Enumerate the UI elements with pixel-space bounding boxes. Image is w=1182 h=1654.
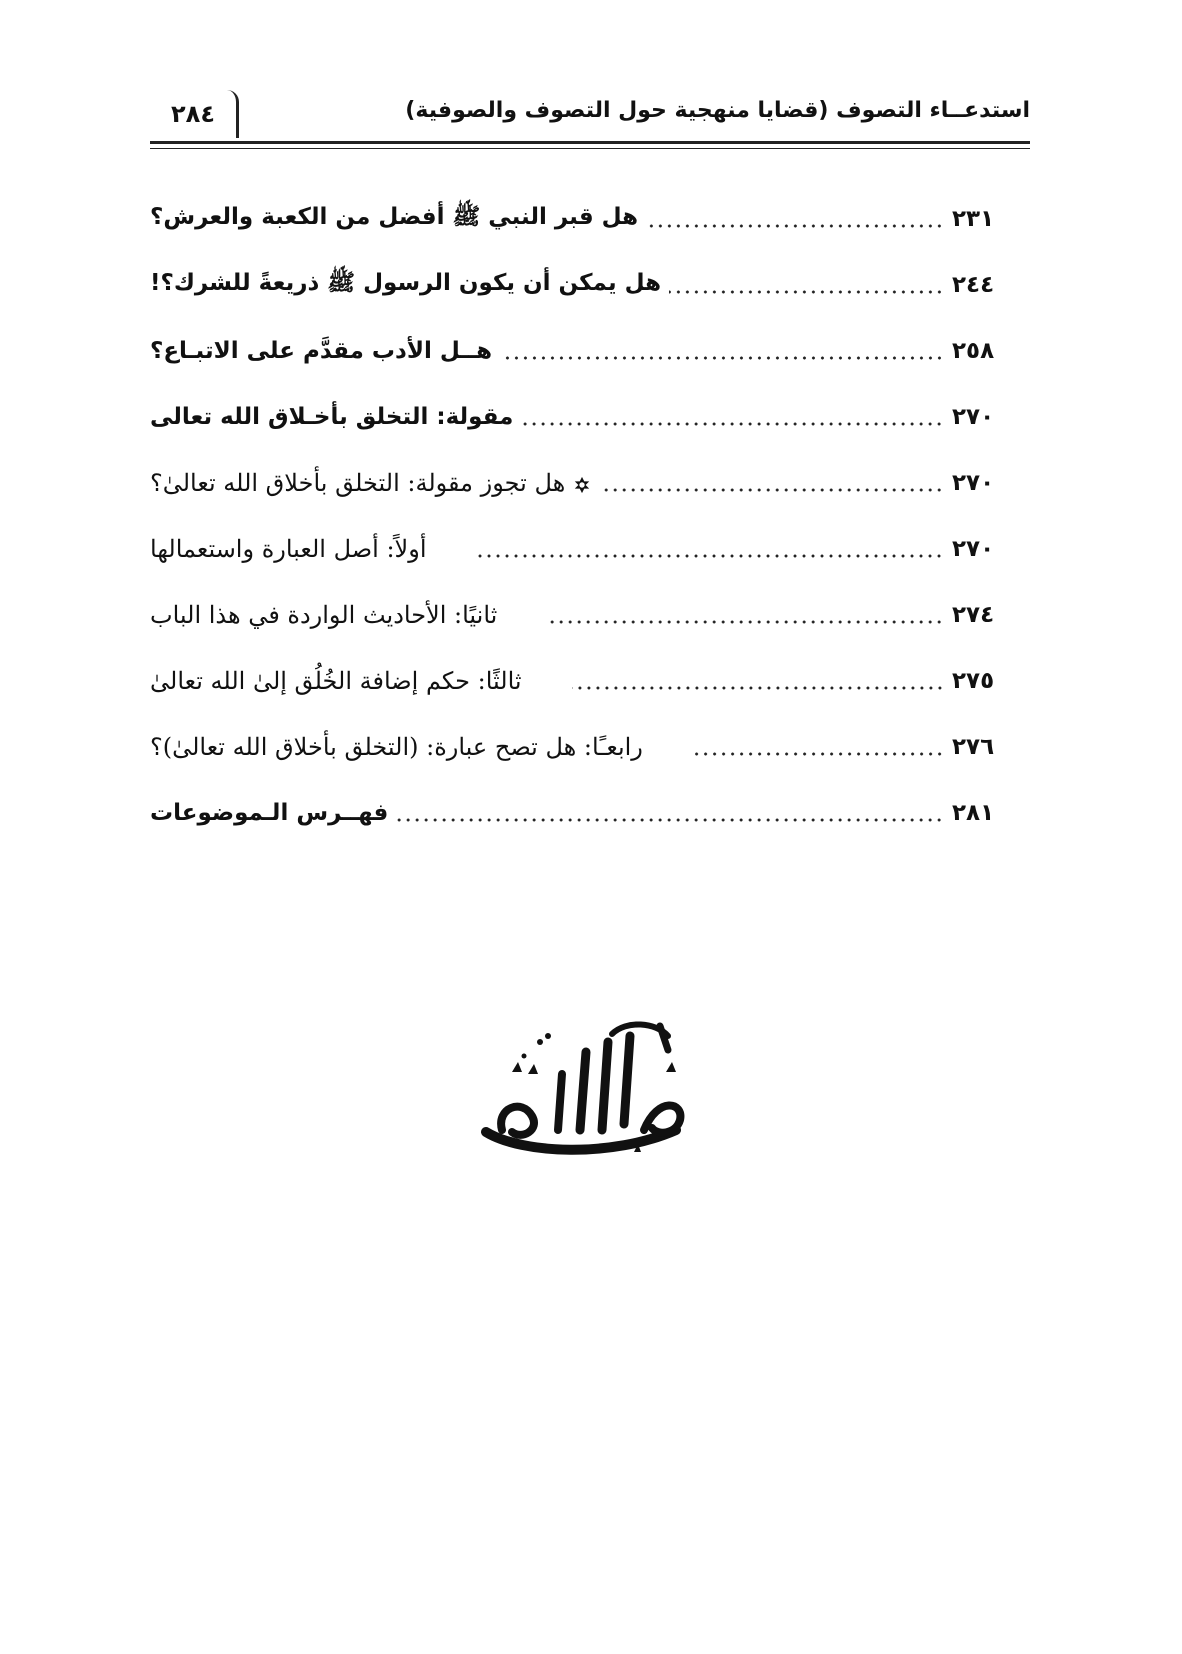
closing-calligraphy-icon bbox=[462, 1012, 702, 1162]
toc-entry bbox=[150, 450, 1030, 516]
toc-entry bbox=[150, 252, 1030, 318]
toc-entry-page: ٢٧٠ bbox=[952, 404, 995, 430]
toc-entry-text: هل قبر النبي ﷺ أفضل من الكعبة والعرش؟ bbox=[150, 204, 639, 230]
toc-entry bbox=[150, 516, 1030, 582]
toc-entry bbox=[150, 384, 1030, 450]
toc-entry-text: ثالثًا: حكم إضافة الخُلُق إلىٰ الله تعالىٰ bbox=[150, 667, 522, 695]
toc-entry-text: ثانيًا: الأحاديث الواردة في هذا الباب bbox=[150, 601, 498, 629]
toc-entry-title bbox=[150, 202, 638, 236]
toc-entry bbox=[150, 648, 1030, 714]
dot-leader bbox=[669, 290, 944, 294]
table-of-contents bbox=[150, 186, 1030, 846]
toc-entry-page: ٢٧٠ bbox=[952, 470, 995, 496]
toc-entry-text: هل يمكن أن يكون الرسول ﷺ ذريعةً للشرك؟! bbox=[150, 270, 662, 296]
toc-entry-page: ٢٧٥ bbox=[952, 668, 995, 694]
toc-entry-title bbox=[150, 469, 591, 497]
toc-entry-page: ٢٣١ bbox=[952, 206, 995, 232]
dot-leader bbox=[396, 818, 944, 822]
header-rule-thin bbox=[150, 148, 1030, 149]
toc-entry-text: أولاً: أصل العبارة واستعمالها bbox=[150, 535, 427, 563]
dot-leader bbox=[500, 356, 944, 360]
toc-entry bbox=[150, 582, 1030, 648]
dot-leader bbox=[521, 422, 944, 426]
book-title: استدعــاء التصوف (قضايا منهجية حول التصوف والصوفية) bbox=[405, 98, 1030, 123]
toc-entry-page: ٢٧٠ bbox=[952, 536, 995, 562]
toc-entry-page: ٢٤٤ bbox=[952, 272, 995, 298]
toc-entry-title bbox=[150, 535, 426, 563]
page-number: ٢٨٤ bbox=[150, 90, 239, 138]
toc-entry-title bbox=[150, 800, 388, 826]
toc-entry bbox=[150, 714, 1030, 780]
dot-leader bbox=[599, 488, 944, 492]
toc-entry-page: ٢٧٦ bbox=[952, 734, 995, 760]
ornament-bullet-icon bbox=[573, 476, 591, 494]
toc-entry bbox=[150, 318, 1030, 384]
toc-entry-title bbox=[150, 268, 661, 302]
toc-entry-title bbox=[150, 667, 522, 695]
page-header bbox=[150, 90, 1030, 158]
toc-entry-title bbox=[150, 601, 497, 629]
toc-entry-title bbox=[150, 404, 513, 430]
toc-entry-page: ٢٥٨ bbox=[952, 338, 995, 364]
toc-entry bbox=[150, 780, 1030, 846]
toc-entry-text: هل تجوز مقولة: التخلق بأخلاق الله تعالىٰ؟ bbox=[150, 469, 566, 497]
dot-leader bbox=[572, 686, 944, 690]
toc-entry-text: فهــرس الـموضوعات bbox=[150, 800, 389, 826]
toc-entry-page: ٢٨١ bbox=[952, 800, 995, 826]
dot-leader bbox=[476, 554, 944, 558]
dot-leader bbox=[693, 752, 944, 756]
dot-leader bbox=[547, 620, 944, 624]
toc-entry-page: ٢٧٤ bbox=[952, 602, 995, 628]
toc-entry-text: رابعـًا: هل تصح عبارة: (التخلق بأخلاق الله تعالىٰ)؟ bbox=[150, 733, 643, 761]
dot-leader bbox=[646, 224, 944, 228]
toc-entry-text: هــل الأدب مقدَّم على الاتبـاع؟ bbox=[150, 338, 493, 364]
toc-entry-title bbox=[150, 733, 643, 761]
header-rule-thick bbox=[150, 141, 1030, 144]
toc-entry bbox=[150, 186, 1030, 252]
toc-entry-title bbox=[150, 338, 492, 364]
toc-entry-text: مقولة: التخلق بأخـلاق الله تعالى bbox=[150, 404, 514, 430]
